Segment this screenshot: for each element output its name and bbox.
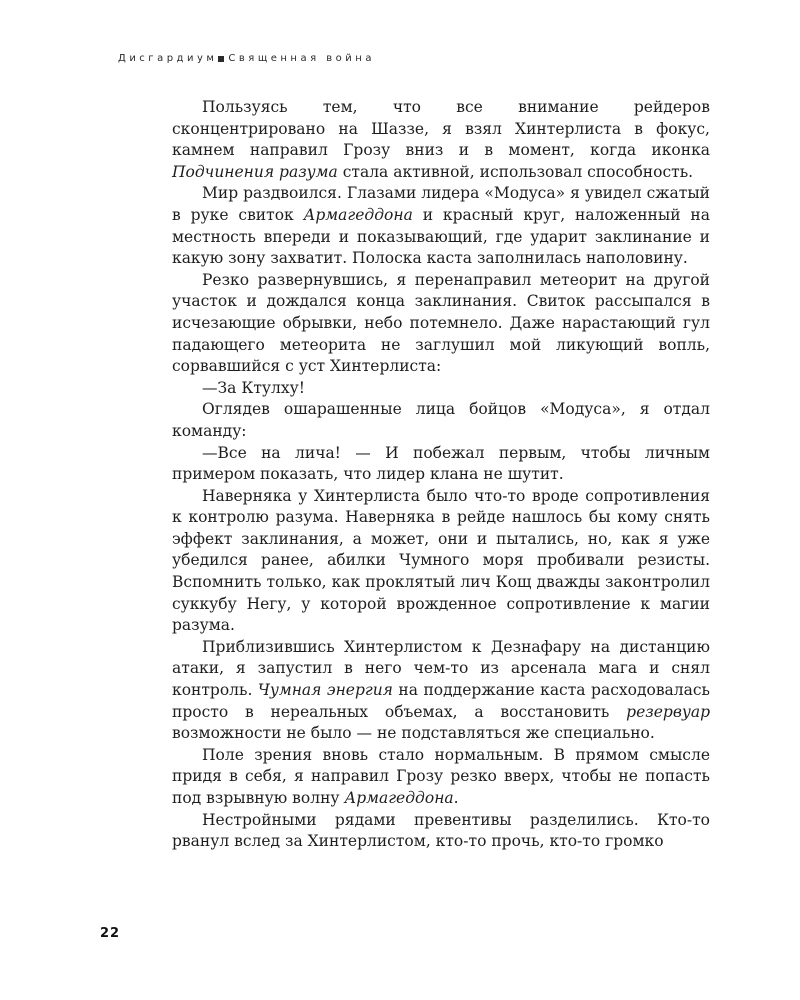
paragraph — [172, 378, 710, 400]
italic-term: резервуар — [626, 702, 710, 721]
text-run: Поле зрения вновь стало нормальным. В прямом смысле придя в себя, я направил Грозу резко вверх, чтобы не попасть под взрывную волну — [172, 745, 710, 807]
text-run: Пользуясь тем, что все внимание рейдеров сконцентрировано на Шаззе, я взял Хинтерлиста в фокус, камнем направил Грозу вниз и в момент, когда иконка — [172, 98, 710, 160]
running-head-title: Священная война — [228, 53, 375, 64]
text-run: Нестройными рядами превентивы разделились. Кто-то рванул вслед за Хинтерлистом, кто-то прочь, кто-то громко — [172, 810, 710, 851]
text-run: возможности не было — не подставляться же специально. — [172, 724, 655, 743]
paragraph — [172, 183, 710, 269]
running-head-book: Дисгардиум — [118, 53, 218, 64]
paragraph — [172, 486, 710, 637]
paragraph — [172, 810, 710, 853]
italic-term: Армагеддона — [303, 205, 413, 224]
running-head — [118, 53, 375, 64]
page-number: 22 — [100, 926, 121, 941]
italic-term: Армагеддона — [344, 789, 454, 807]
text-run: . — [453, 789, 459, 807]
text-run: Резко развернувшись, я перенаправил метеорит на другой участок и дождался конца заклинания. Свиток рассыпался в исчезающие обрывки, небо потемнело. Даже нарастающий гул падающего метеорита не заглушил мой ликующий вопль, сорвавшийся с уст Хинтерлиста: — [172, 270, 710, 376]
italic-term: Подчинения разума — [172, 162, 338, 181]
paragraph — [172, 399, 710, 442]
text-run: Приблизившись Хинтерлистом к Дезнафару на дистанцию атаки, я запустил в него чем-то из арсенала мага и снял контроль. — [172, 637, 710, 700]
paragraph — [172, 745, 710, 810]
text-run: на поддержание каста расходовалась просто в нереальных объемах, а восстановить — [172, 681, 710, 721]
italic-term: Чумная энергия — [257, 681, 393, 700]
paragraph — [172, 97, 710, 183]
paragraph — [172, 637, 710, 745]
body-text — [172, 97, 710, 853]
text-run: и красный круг, наложенный на местность впереди и показывающий, где ударит заклинание и какую зону захватит. Полоска каста заполнилась наполовину. — [172, 205, 710, 268]
paragraph — [172, 270, 710, 378]
text-run: Мир раздвоился. Глазами лидера «Модуса» я увидел сжатый в руке свиток — [172, 184, 710, 224]
text-run: —Все на лича! — И побежал первым, чтобы личным примером показать, что лидер клана не шутит. — [172, 443, 710, 484]
running-head-separator — [218, 56, 224, 62]
text-run: Оглядев ошарашенные лица бойцов «Модуса», я отдал команду: — [172, 400, 710, 440]
text-run: стала активной, использовал способность. — [337, 162, 694, 181]
text-run: —За Ктулху! — [202, 378, 305, 397]
text-run: Наверняка у Хинтерлиста было что-то вроде сопротивления к контролю разума. Наверняка в рейде нашлось бы кому снять эффект заклинания, а может, они и пытались, но, как я уже убедился ранее, абилки Чумного моря пробивали резисты. Вспомнить только, как проклятый лич Кощ дважды законтролил суккубу Негу, у которой врожденное сопротивление к магии разума. — [172, 486, 710, 635]
paragraph — [172, 443, 710, 486]
